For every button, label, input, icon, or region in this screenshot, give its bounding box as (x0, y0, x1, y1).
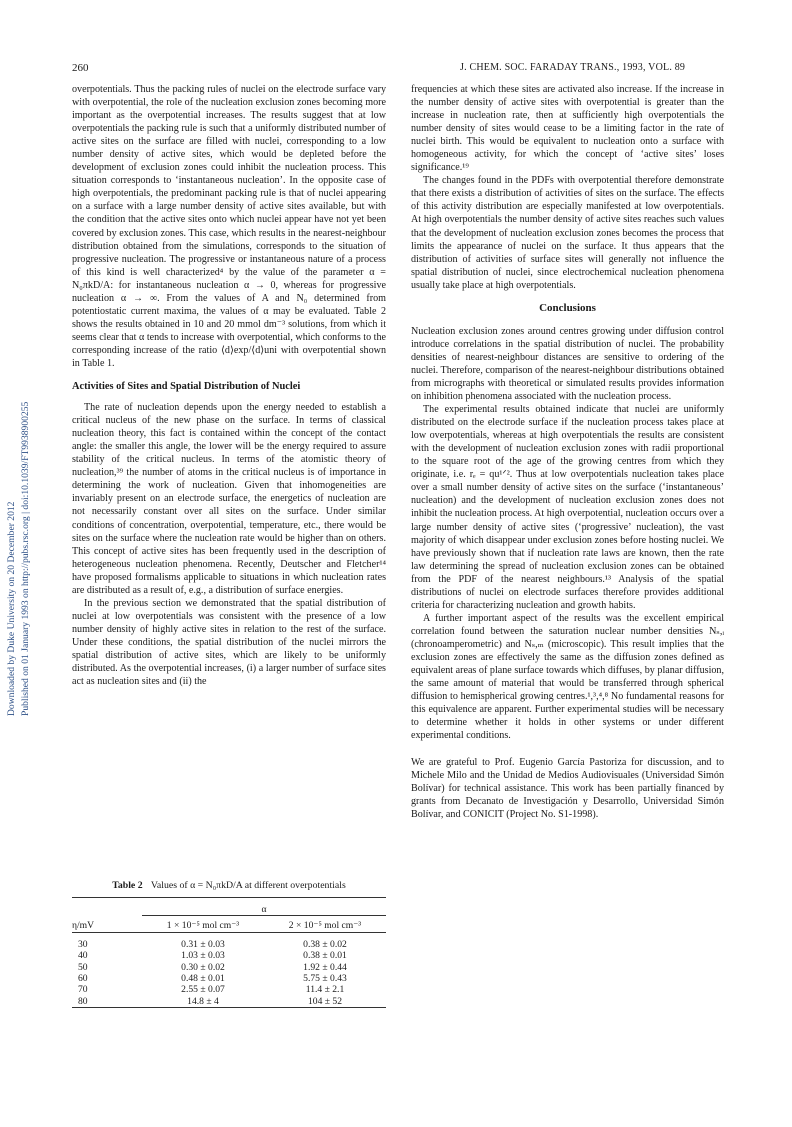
download-notice[interactable]: Downloaded by Duke University on 20 December 2012 (6, 501, 17, 716)
conclusions-heading: Conclusions (539, 301, 596, 314)
table-row: 40 1.03 ± 0.03 0.38 ± 0.01 (78, 950, 347, 962)
column-header-c2: 2 × 10⁻⁵ mol cm⁻³ (288, 920, 362, 932)
paragraph: In the previous section we demonstrated that the spatial distribution of nuclei at low overpotentials was consistent with the presence of a low number density of highly active sites in relation to the rest of the surface. Under these conditions, the spatial distribution of the nuclei mirrors the spatial distribution of active sites, which are likely to be uniformly distributed. As the overpotential increases, (i) a larger number of surface sites act as nucleation sites and (ii) the (72, 597, 386, 688)
table-label: Table 2 (112, 880, 143, 891)
table-2 (72, 880, 386, 1010)
journal-header: J. CHEM. SOC. FARADAY TRANS., 1993, VOL. 89 (460, 62, 686, 73)
paragraph: Nucleation exclusion zones around centres growing under diffusion control introduce correlations in the spatial distribution of nuclei. The probability densities of nearest-neighbour distances are sensitive to ordering of the nuclei. Therefore, comparison of the nearest-neighbour distributions obtained from micrographs with theoretical or simulated results provides information on inhibition phenomena associated with the nucleation process. (411, 325, 724, 403)
table-row: 50 0.30 ± 0.02 1.92 ± 0.44 (78, 961, 347, 973)
acknowledgements: We are grateful to Prof. Eugenio García Pastoriza for discussion, and to Michele Milo and the Unidad de Medios Audiovisuales (Universidad Simón Bolívar) for technical assistance. This work has been partially financed by grants from Decanato de Investigación y Desarrollo, Universidad Simón Bolívar, and CONICIT (Project No. S1-1998). (411, 757, 724, 821)
table-row: 30 0.31 ± 0.03 0.38 ± 0.02 (78, 938, 347, 950)
paragraph: A further important aspect of the results was the excellent empirical correlation found between the saturation nuclear number densities Nₛ,ᵢ (chronoamperometric) and Nₛ,ₘ (microscopic). This result implies that the exclusion zones are effectively the same as the diffusion zones defined as equivalent areas of plane surface towards which diffuses, by planar diffusion, the same amount of material that would be transferred through spherical diffusion to hemispherical growing centres.¹,³,⁴,⁸ No fundamental reasons for this equivalence are apparent. Further experimental studies will be necessary to determine whether it holds in other systems or under different experimental conditions. (411, 612, 724, 742)
left-column (72, 83, 386, 688)
table-row: 60 0.48 ± 0.01 5.75 ± 0.43 (78, 973, 347, 985)
table-row: 70 2.55 ± 0.07 11.4 ± 2.1 (78, 984, 345, 996)
column-header-c1: 1 × 10⁻⁵ mol cm⁻³ (166, 920, 240, 932)
paragraph: The rate of nucleation depends upon the energy needed to establish a critical nucleus of the new phase on the surface. In terms of classical nucleation theory, this fact is contained within the concept of the contact angle: the smaller this angle, the lower will be the energy required to assure stability of the critical nucleus. In terms of the atomistic theory of nucleation,³⁹ the number of atoms in the critical nucleus is of importance in determining the work of nucleation. Given that inhomogeneities are invariably present on an electrode surface, the energetics of nucleation are not necessarily constant over all sites on the surface. Under similar conditions of concentration, overpotential, temperature, etc., there would be sites on the surface where the nucleation rate would be higher than on others. This concept of active sites has been frequently used in the description of heterogeneous nucleation phenomena. Recently, Deutscher and Fletcher¹⁴ have proposed formalisms applicable to situations in which nucleation rates are distributed as a result of, e.g., a distribution of surface energies. (72, 402, 386, 596)
table-caption-text: Values of α = N₀πkD/A at different overpotentials (150, 880, 346, 891)
table-caption (72, 880, 386, 891)
group-header: α (261, 904, 267, 915)
paragraph: overpotentials. Thus the packing rules of nuclei on the electrode surface vary with overpotential, the role of the nucleation exclusion zones becoming more important as the overpotential increases. The results suggest that at low overpotentials the packing rule is such that a uniformly distributed number of active sites on the surface are filled with nuclei, corresponding to a low number density of active sites, which would be depleted before the development of exclusion zones could inhibit the nucleation process. This situation corresponds to ‘instantaneous nucleation’. In the opposite case of high overpotentials, the predominant packing rule is that of nuclei appearing on a surface with a large number density of active sites available, but with the condition that the active sites onto which nuclei appear have not yet been covered by exclusion zones. This case, which results in the nearest-neighbour distribution obtained from the simulations, corresponds to the situation of progressive nucleation. The progressive or instantaneous nature of a process of this kind is well characterized⁴ by the value of the parameter α = N₀πkD/A: for instantaneous nucleation α → 0, whereas for progressive nucleation α → ∞. From the values of A and N₀ determined from potentiostatic current maxima, the values of α may be evaluated. Table 2 shows the results obtained in 10 and 20 mmol dm⁻³ solutions, from which it seems clear that α tends to increase with overpotential, which conforms to the corresponding increase of the ratio ⟨d⟩exp/⟨d⟩uni with overpotential shown in Table 1. (72, 84, 386, 369)
data-table (72, 897, 386, 1010)
table-row: 80 14.8 ± 4 104 ± 52 (78, 995, 343, 1007)
right-column (411, 83, 724, 822)
doi-link[interactable]: Published on 01 January 1993 on http://pubs.rsc.org | doi:10.1039/FT9938900255 (20, 401, 31, 716)
paragraph: The changes found in the PDFs with overpotential therefore demonstrate that there exists a distribution of activities of sites on the surface. The effects of this activity distribution are especially manifested at low overpotentials. At high overpotentials the number density of active sites reaches such values that the development of nucleation exclusion zones becomes the process that limits the appearance of nuclei on the surface. It thus appears that the distribution of activities of surface sites will generally not influence the spatial distribution of nuclei, since electrochemical nucleation phenomena usually take place at high overpotentials. (411, 175, 724, 291)
sidebar-download-info (2, 300, 42, 720)
column-header-eta: η/mV (72, 920, 95, 932)
paragraph: The experimental results obtained indicate that nuclei are uniformly distributed on the electrode surface if the nucleation process takes place at low overpotentials, whereas at high overpotentials the results are consistent with the development of nucleation exclusion zones with radii proportional to the square root of the age of the growing centres from which they originate, i.e. rₑ = qu¹ᐟ². Thus at low overpotentials nucleation takes place over a small number density of active sites on the surface (‘instantaneous’ nucleation) and the development of nucleation exclusion zones does not inhibit the nucleation process. At high overpotential, nucleation occurs over a large number density of active sites (‘progressive’ nucleation), the vast majority of which disappear under exclusion zones before hosting nuclei. We have previously shown that if nucleation rate laws are known, then the rate law determining the spread of nucleation exclusion zones can be obtained from the PDF of the nearest neighbours.¹³ Analysis of the spatial distributions of nuclei on electrode surfaces therefore provides additional criteria for characterizing nucleation and growth habits. (411, 404, 724, 611)
page-number: 260 (72, 62, 89, 74)
paragraph: frequencies at which these sites are activated also increase. If the increase in the number density of active sites with overpotential is greater than the increase in nucleation rate, then at sufficiently high overpotentials the number density of sites would cease to be a limiting factor in the rate of nuclei birth. This would be equivalent to nucleation onto a surface with homogeneous activity, for which the concept of ‘active sites’ loses significance.¹⁹ (411, 84, 724, 174)
section-heading: Activities of Sites and Spatial Distribution of Nuclei (72, 381, 301, 393)
